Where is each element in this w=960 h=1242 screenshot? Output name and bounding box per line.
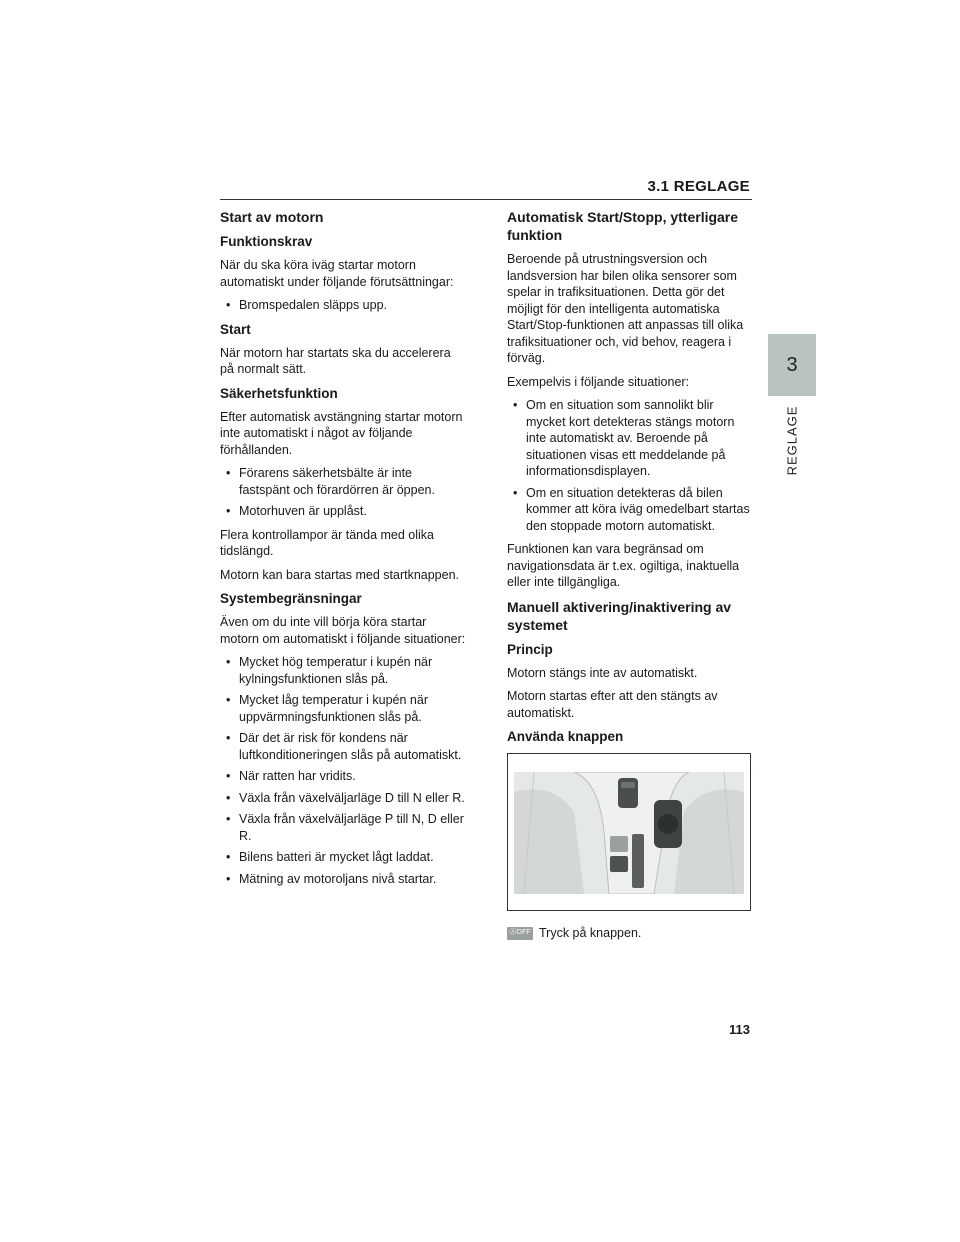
instruction-line <box>507 925 753 942</box>
paragraph: Flera kontrollampor är tända med olika tidslängd. <box>220 527 434 558</box>
bullet-list <box>220 465 466 520</box>
paragraph: När du ska köra iväg startar motorn automatiskt under följande förutsättningar: <box>220 258 454 289</box>
chapter-label: REGLAGE <box>784 405 800 475</box>
list-item: • Mycket låg temperatur i kupén när uppvärmningsfunktionen slås på. <box>220 692 466 725</box>
list-item: • Motorhuven är upplåst. <box>220 503 466 520</box>
list-item: • Bilens batteri är mycket lågt laddat. <box>220 849 466 866</box>
list-item: • Om en situation detekteras då bilen kommer att köra iväg omedelbart startas den stoppade motorn automatiskt. <box>507 485 753 535</box>
list-item: • Växla från växelväljarläge P till N, D eller R. <box>220 811 466 844</box>
running-header: 3.1 REGLAGE <box>647 178 750 195</box>
list-item: • Bromspedalen släpps upp. <box>220 297 466 314</box>
chapter-side-label <box>768 402 816 478</box>
chapter-tab <box>768 334 816 396</box>
instruction-text: Tryck på knappen. <box>539 926 642 940</box>
paragraph: När motorn har startats ska du accelerera på normalt sätt. <box>220 345 451 376</box>
list-item: • Om en situation som sannolikt blir mycket kort detekteras stängs motorn inte automatiskt av. Beroende på situationen visas ett meddelande på informationsdisplayen. <box>507 397 753 480</box>
heading-sakerhetsfunktion: Säkerhetsfunktion <box>220 385 338 401</box>
paragraph: Exempelvis i följande situationer: <box>507 374 690 389</box>
list-item: • Mätning av motoroljans nivå startar. <box>220 871 466 888</box>
paragraph: Beroende på utrustningsversion och landsversion har bilen olika sensorer som spelar in trafiksituationen. Detta gör det möjligt för den intelligenta automatiska Start/Stop-funktionen att anpassas till olika trafiksituationer och, vid behov, reagera i förväg. <box>507 252 744 365</box>
paragraph: Motorn kan bara startas med startknappen. <box>220 567 460 582</box>
list-item: • När ratten har vridits. <box>220 768 466 785</box>
heading-automatisk-start-stopp: Automatisk Start/Stopp, ytterligare funktion <box>507 209 739 243</box>
paragraph: Motorn stängs inte av automatiskt. <box>507 665 698 680</box>
page-number: 113 <box>729 1022 750 1037</box>
center-console-illustration <box>514 772 744 894</box>
list-item: • Där det är risk för kondens när luftkonditioneringen slås på automatiskt. <box>220 730 466 763</box>
bullet-list <box>507 397 753 534</box>
bullet-list <box>220 297 466 314</box>
paragraph: Funktionen kan vara begränsad om navigationsdata är t.ex. ogiltiga, inaktuella eller inte tillgängliga. <box>507 542 740 589</box>
list-item: • Mycket hög temperatur i kupén när kylningsfunktionen slås på. <box>220 654 466 687</box>
heading-anvanda-knappen: Använda knappen <box>507 729 624 744</box>
heading-princip: Princip <box>507 641 553 657</box>
right-column <box>507 208 753 942</box>
header-rule <box>220 199 752 200</box>
paragraph: Motorn startas efter att den stängts av automatiskt. <box>507 689 718 720</box>
chapter-number: 3 <box>786 353 798 376</box>
left-column <box>220 208 466 894</box>
center-console-figure <box>507 753 751 911</box>
paragraph: Även om du inte vill börja köra startar motorn om automatiskt i följande situationer: <box>220 615 466 646</box>
heading-start: Start <box>220 321 251 337</box>
auto-start-stop-off-icon: ⒶOFF <box>507 927 533 940</box>
heading-start-av-motorn: Start av motorn <box>220 209 324 225</box>
list-item: • Förarens säkerhetsbälte är inte fastspänt och förardörren är öppen. <box>220 465 466 498</box>
heading-manuell-aktivering: Manuell aktivering/inaktivering av systemet <box>507 598 732 633</box>
heading-funktionskrav: Funktionskrav <box>220 234 313 249</box>
bullet-list <box>220 654 466 887</box>
paragraph: Efter automatisk avstängning startar motorn inte automatiskt i något av följande förhållanden. <box>220 409 463 457</box>
heading-systembegransningar: Systembegränsningar <box>220 591 362 606</box>
list-item: • Växla från växelväljarläge D till N eller R. <box>220 790 466 807</box>
